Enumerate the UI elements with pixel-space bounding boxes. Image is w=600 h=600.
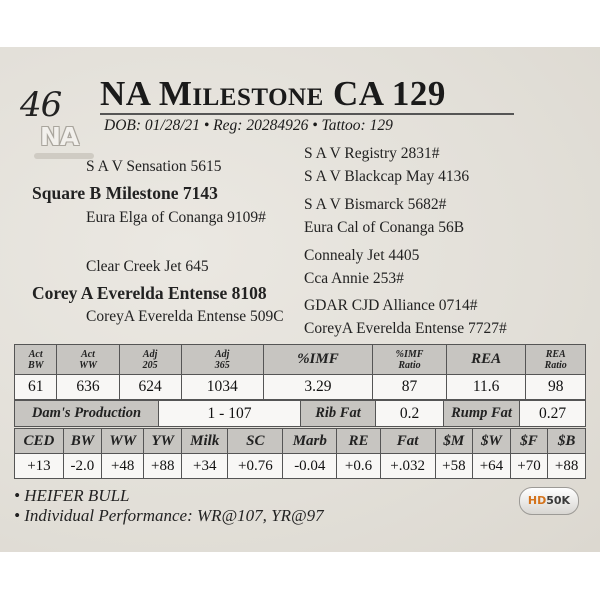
epd-value: +64 [473,454,511,479]
epd-value: +0.6 [337,454,380,479]
epd-header: CED [15,429,64,454]
sire-sire-sire: S A V Registry 2831# [304,145,440,162]
epd-value-row [15,454,586,479]
epd-header: $W [473,429,511,454]
logo-swoosh [34,153,94,159]
epd-value: +.032 [380,454,435,479]
perf-value: 3.29 [263,375,372,400]
epd-header-row [15,429,586,454]
epd-header: $F [510,429,548,454]
sire-dam-dam: Eura Cal of Conanga 56B [304,219,465,236]
perf-header-act-ww: Act WW [57,345,119,375]
title-divider [100,113,514,115]
perf-header-imf: %IMF [263,345,372,375]
perf-value: 87 [373,375,447,400]
epd-header: BW [63,429,101,454]
performance-header-row [15,345,586,375]
registration-info: DOB: 01/28/21 • Reg: 20284926 • Tattoo: 129 [104,117,393,134]
epd-header: Marb [283,429,337,454]
dam-dam-sire: GDAR CJD Alliance 0714# [304,297,478,314]
epd-header: $B [548,429,586,454]
perf-header-act-bw: Act BW [15,345,57,375]
rib-fat-label: Rib Fat [301,401,376,427]
perf-header-adj-365: Adj 365 [181,345,263,375]
performance-value-row [15,375,586,400]
animal-name: NA Milestone CA 129 [100,74,446,113]
sire: Square B Milestone 7143 [32,183,218,203]
dam: Corey A Everelda Entense 8108 [32,283,267,303]
epd-value: +48 [101,454,144,479]
sire-dam: Eura Elga of Conanga 9109# [86,209,266,226]
rib-fat-value: 0.2 [376,401,444,427]
sire-sire: S A V Sensation 5615 [86,158,222,175]
epd-value: +13 [15,454,64,479]
perf-header-rea: REA [446,345,525,375]
dam-dam: CoreyA Everelda Entense 509C [86,308,284,325]
epd-header: Fat [380,429,435,454]
perf-value: 636 [57,375,119,400]
perf-header-imf-ratio: %IMF Ratio [373,345,447,375]
dams-production-value: 1 - 107 [159,401,301,427]
epd-table [14,428,586,479]
epd-header: Milk [182,429,228,454]
epd-value: +88 [548,454,586,479]
epd-header: $M [435,429,473,454]
dam-sire-sire: Connealy Jet 4405 [304,247,420,264]
bullet-heifer-bull: • HEIFER BULL [14,486,130,505]
perf-value: 61 [15,375,57,400]
epd-value: -0.04 [283,454,337,479]
production-table [14,400,586,427]
epd-value: +70 [510,454,548,479]
dam-sire: Clear Creek Jet 645 [86,258,209,275]
perf-header-rea-ratio: REA Ratio [526,345,586,375]
epd-value: +0.76 [228,454,283,479]
sire-dam-sire: S A V Bismarck 5682# [304,196,447,213]
epd-value: +58 [435,454,473,479]
perf-value: 1034 [181,375,263,400]
lot-number: 46 [20,85,62,125]
perf-value: 11.6 [446,375,525,400]
epd-header: YW [144,429,182,454]
performance-table [14,344,586,400]
perf-value: 98 [526,375,586,400]
epd-value: -2.0 [63,454,101,479]
epd-value: +34 [182,454,228,479]
rump-fat-value: 0.27 [520,401,586,427]
epd-header: SC [228,429,283,454]
perf-header-adj-205: Adj 205 [119,345,181,375]
epd-value: +88 [144,454,182,479]
rump-fat-label: Rump Fat [444,401,520,427]
bullet-individual-performance: • Individual Performance: WR@107, YR@97 [14,506,324,525]
epd-header: WW [101,429,144,454]
dam-dam-dam: CoreyA Everelda Entense 7727# [304,320,507,337]
hd50k-badge: HD50K [519,487,579,515]
dam-sire-dam: Cca Annie 253# [304,270,404,287]
perf-value: 624 [119,375,181,400]
na-logo: NA [40,122,79,151]
epd-header: RE [337,429,380,454]
sire-sire-dam: S A V Blackcap May 4136 [304,168,470,185]
dams-production-label: Dam's Production [15,401,159,427]
